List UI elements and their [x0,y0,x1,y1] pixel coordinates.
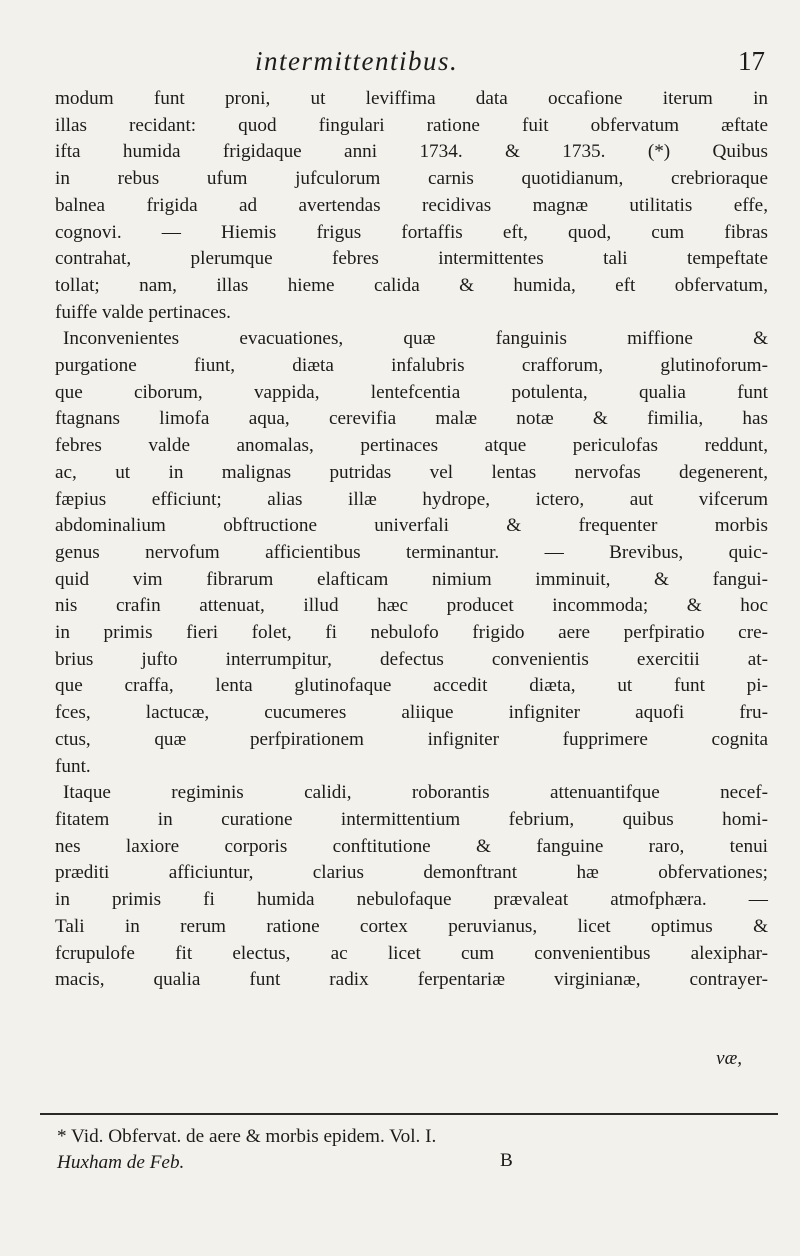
text-line: brius jufto interrumpitur, defectus convenientis exercitii at- [55,648,768,670]
text-line: funt. [55,755,91,777]
text-line: macis, qualia funt radix ferpentariæ virginianæ, contrayer- [55,969,768,991]
text-line: ctus, quæ perfpirationem infigniter fupprimere cognita [55,728,768,750]
text-line: fuiffe valde pertinaces. [55,301,231,323]
text-line: febres valde anomalas, pertinaces atque periculofas reddunt, [55,435,768,457]
text-line: ftagnans limofa aqua, cerevifia malæ notæ & fimilia, has [55,408,768,430]
text-line: purgatione fiunt, diæta infalubris crafforum, glutinoforum- [55,355,768,377]
text-line: illas recidant: quod fingulari ratione fuit obfervatum æftate [55,114,768,136]
text-line: ifta humida frigidaque anni 1734. & 1735. (*) Quibus [55,141,768,163]
text-line: in primis fi humida nebulofaque prævaleat atmofphæra. — [55,889,768,911]
text-line: in primis fieri folet, fi nebulofo frigido aere perfpiratio cre- [55,622,768,644]
text-line: balnea frigida ad avertendas recidivas magnæ utilitatis effe, [55,194,768,216]
text-line: nis crafin attenuat, illud hæc producet incommoda; & hoc [55,595,768,617]
text-line: quid vim fibrarum elafticam nimium imminuit, & fangui- [55,568,768,590]
text-line: que ciborum, vappida, lentefcentia potulenta, qualia funt [55,381,768,403]
running-head: intermittentibus. [255,46,459,76]
text-line: nes laxiore corporis conftitutione & fanguine raro, tenui [55,835,768,857]
text-line: ac, ut in malignas putridas vel lentas nervofas degenerent, [55,461,768,483]
footnote-divider [40,1113,778,1115]
signature-mark: B [500,1150,513,1171]
text-line: Tali in rerum ratione cortex peruvianus, licet optimus & [55,915,768,937]
text-line: contrahat, plerumque febres intermittentes tali tempeftate [55,248,768,270]
text-line: tollat; nam, illas hieme calida & humida, eft obfervatum, [55,274,768,296]
text-line: fces, lactucæ, cucumeres aliique infigniter aquofi fru- [55,702,768,724]
text-line: Inconvenientes evacuationes, quæ fanguinis miffione & [63,328,768,350]
text-line: modum funt proni, ut leviffima data occafione iterum in [55,88,768,109]
text-line: præditi afficiuntur, clarius demonftrant hæ obfervationes; [55,862,768,884]
text-line: genus nervofum afficientibus terminantur. — Brevibus, quic- [55,541,768,563]
text-line: que craffa, lenta glutinofaque accedit diæta, ut funt pi- [55,675,768,697]
footnote [57,1124,757,1176]
page-header [0,46,800,86]
text-line: Itaque regiminis calidi, roborantis attenuantifque necef- [63,782,768,804]
text-line: fæpius efficiunt; alias illæ hydrope, ictero, aut vifcerum [55,488,768,510]
catchword: væ, [716,1048,742,1069]
text-line: cognovi. — Hiemis frigus fortaffis eft, quod, cum fibras [55,221,768,243]
text-line: fitatem in curatione intermittentium febrium, quibus homi- [55,808,768,830]
footnote-line: Huxham de Feb. [57,1152,185,1173]
footnote-line: * Vid. Obfervat. de aere & morbis epidem. Vol. I. [57,1126,437,1147]
text-line: in rebus ufum jufculorum carnis quotidianum, crebrioraque [55,168,768,190]
text-line: abdominalium obftructione univerfali & frequenter morbis [55,515,768,537]
text-line: fcrupulofe fit electus, ac licet cum convenientibus alexiphar- [55,942,768,964]
page-number: 17 [738,46,765,76]
main-text [55,86,768,994]
